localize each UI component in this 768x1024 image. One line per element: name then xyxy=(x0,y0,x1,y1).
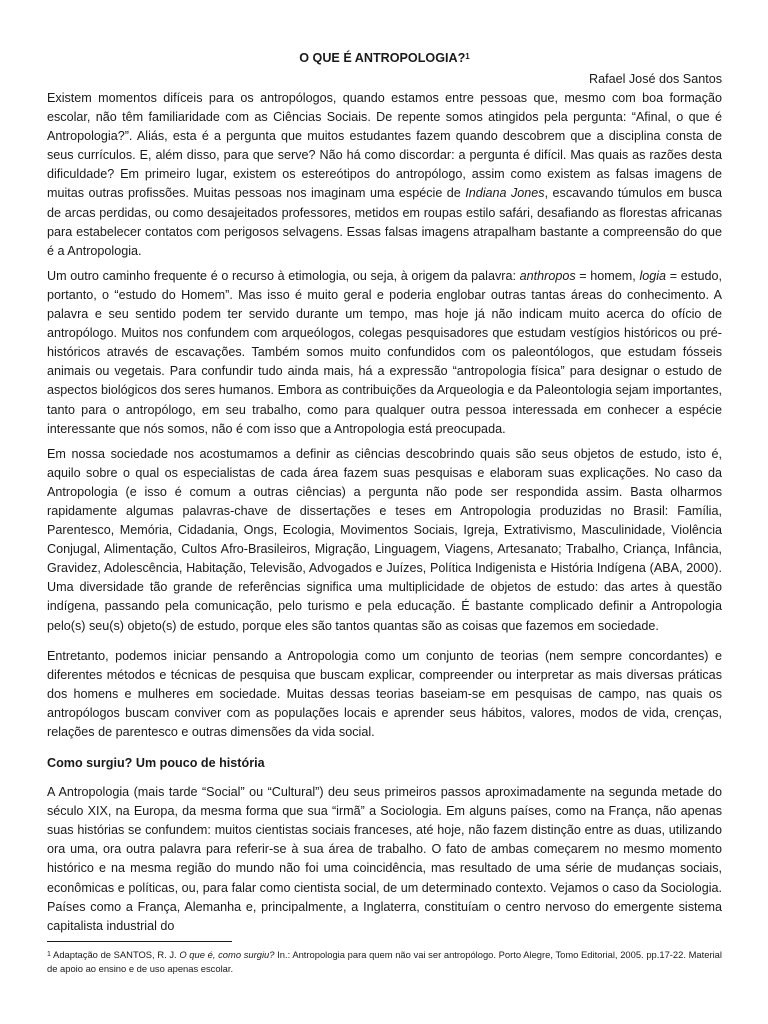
paragraph-2 xyxy=(47,267,722,439)
author-name: Rafael José dos Santos xyxy=(588,72,722,86)
footnote xyxy=(47,948,722,976)
footnote-marker: 1 xyxy=(47,951,51,958)
document-page xyxy=(47,49,722,942)
paragraph-4: Entretanto, podemos iniciar pensando a Antropologia como um conjunto de teorias (nem sempre concordantes) e diferentes métodos e técnicas de pesquisa que buscam explicar, compreender ou interpretar as mais diversas práticas dos homens e mulheres em sociedade. Muitas dessas teorias baseiam-se em pesquisas de campo, nas quais os antropólogos buscam conviver com as populações locais e aprender seus hábitos, valores, modos de vida, crenças, relações de parentesco e outras dimensões da vida social. xyxy=(47,648,722,739)
footnote-text-b: In.: Antropologia para quem não vai ser antropólogo. Porto Alegre, Tomo Editorial, 2005. pp.17-22. Material de apoio ao ensino e de uso apenas escolar. xyxy=(47,949,722,974)
paragraph-5: A Antropologia (mais tarde “Social” ou “Cultural”) deu seus primeiros passos aproximadamente na segunda metade do século XIX, na Europa, da mesma forma que sua “irmã” a Sociologia. Em alguns países, como na França, não apenas suas histórias se confundem: muitos cientistas sociais franceses, até hoje, não fazem distinção entre as duas, utilizando ora uma, ora outra palavra para referir-se à sua área de trabalho. O fato de ambas começarem no mesmo momento histórico e na mesma região do mundo não foi uma coincidência, mas resultado de uma série de mudanças sociais, econômicas e políticas, ou, para falar como cientista social, de um determinado contexto. Vejamos o caso da Sociologia. Países como a França, Alemanha e, principalmente, a Inglaterra, constituíam o centro nervoso do emergente sistema capitalista industrial do xyxy=(47,785,722,933)
paragraph-1-text-a: Existem momentos difíceis para os antropólogos, quando estamos entre pessoas que, mesmo com boa formação escolar, não têm familiaridade com as Ciências Sociais. De repente somos atingidos pela pergunta: “Afinal, o que é Antropologia?”. Aliás, esta é a pergunta que muitos estudantes fazem quando descobrem que a disciplina consta de seus currículos. E, além disso, para que serve? Não há como discordar: a pergunta é difícil. Mas quais as razões desta dificuldade? Em primeiro lugar, existem os estereótipos do antropólogo, assim como existem as falsas imagens de muitas outras profissões. Muitas pessoas nos imaginam uma espécie de xyxy=(47,91,722,201)
paragraph-1-text-b: , escavando túmulos em busca de arcas perdidas, ou como desajeitados professores, metidos em roupas estilo safári, desafiando as florestas africanas para estabelecer contatos com perigosos selvagens. Essas falsas imagens atrapalham bastante a compreensão do que é a Antropologia. xyxy=(47,186,722,258)
footnote-text-a: Adaptação de SANTOS, R. J. xyxy=(50,949,180,960)
paragraph-2-text-c: = estudo, portanto, o “estudo do Homem”. Mas isso é muito geral e poderia englobar outras tantas áreas do conhecimento. A palavra e seu sentido podem ter servido durante um tempo, mas hoje já não indicam muito acerca do ofício de antropólogo. Muitos nos confundem com arqueólogos, colegas pesquisadores que estudam vestígios históricos ou pré-históricos através de escavações. Também somos muito confundidos com os paleontólogos, que estudam fósseis animais ou vegetais. Para confundir tudo ainda mais, há a expressão “antropologia física” para designar o estudo de aspectos biológicos dos seres humanos. Embora as contribuições da Arqueologia e da Paleontologia sejam importantes, tanto para o antropólogo, em seu trabalho, como para qualquer outra pessoa interessada em conhecer a espécie interessante que nós somos, não é com isso que a Antropologia está preocupada. xyxy=(47,268,723,436)
footnote-italic: O que é, como surgiu? xyxy=(179,949,275,960)
paragraph-2-text-a: Um outro caminho frequente é o recurso à etimologia, ou seja, à origem da palavra: xyxy=(47,268,520,283)
document-title xyxy=(47,49,722,68)
paragraph-1-italic: Indiana Jones xyxy=(465,186,545,201)
paragraph-1 xyxy=(47,89,722,261)
footnote-divider xyxy=(47,941,232,942)
paragraph-2-text-b: = homem, xyxy=(575,268,640,283)
paragraph-2-italic-2: logia xyxy=(639,268,667,283)
paragraph-3: Em nossa sociedade nos acostumamos a definir as ciências descobrindo quais são seus objetos de estudo, isto é, aquilo sobre o qual os especialistas de cada área fazem suas pesquisas e elaboram suas explicações. No caso da Antropologia (e isso é comum a outras ciências) a pergunta não pode ser respondida assim. Basta olharmos rapidamente algumas palavras-chave de dissertações e teses em Antropologia produzidas no Brasil: Família, Parentesco, Memória, Cidadania, Ongs, Ecologia, Movimentos Sociais, Igreja, Extrativismo, Masculinidade, Violência Conjugal, Alimentação, Cultos Afro-Brasileiros, Migração, Linguagem, Viagens, Artesanato; Trabalho, Criança, Infância, Gravidez, Adolescência, Habitação, Televisão, Advogados e Juízes, Política Indigenista e História Indígena (ABA, 2000). Uma diversidade tão grande de referências significa uma multiplicidade de objetos de estudo: das artes à questão indígena, passando pela comunicação, pelo turismo e pela educação. É bastante complicado definir a Antropologia pelo(s) seu(s) objeto(s) de estudo, porque eles são tantos quantas são as coisas que fazemos em sociedade. xyxy=(47,446,722,633)
section-heading: Como surgiu? Um pouco de história xyxy=(47,756,265,771)
title-text: O QUE É ANTROPOLOGIA? xyxy=(299,51,466,65)
title-footnote-marker[interactable]: 1 xyxy=(465,52,470,61)
paragraph-2-italic-1: anthropos xyxy=(519,268,576,283)
